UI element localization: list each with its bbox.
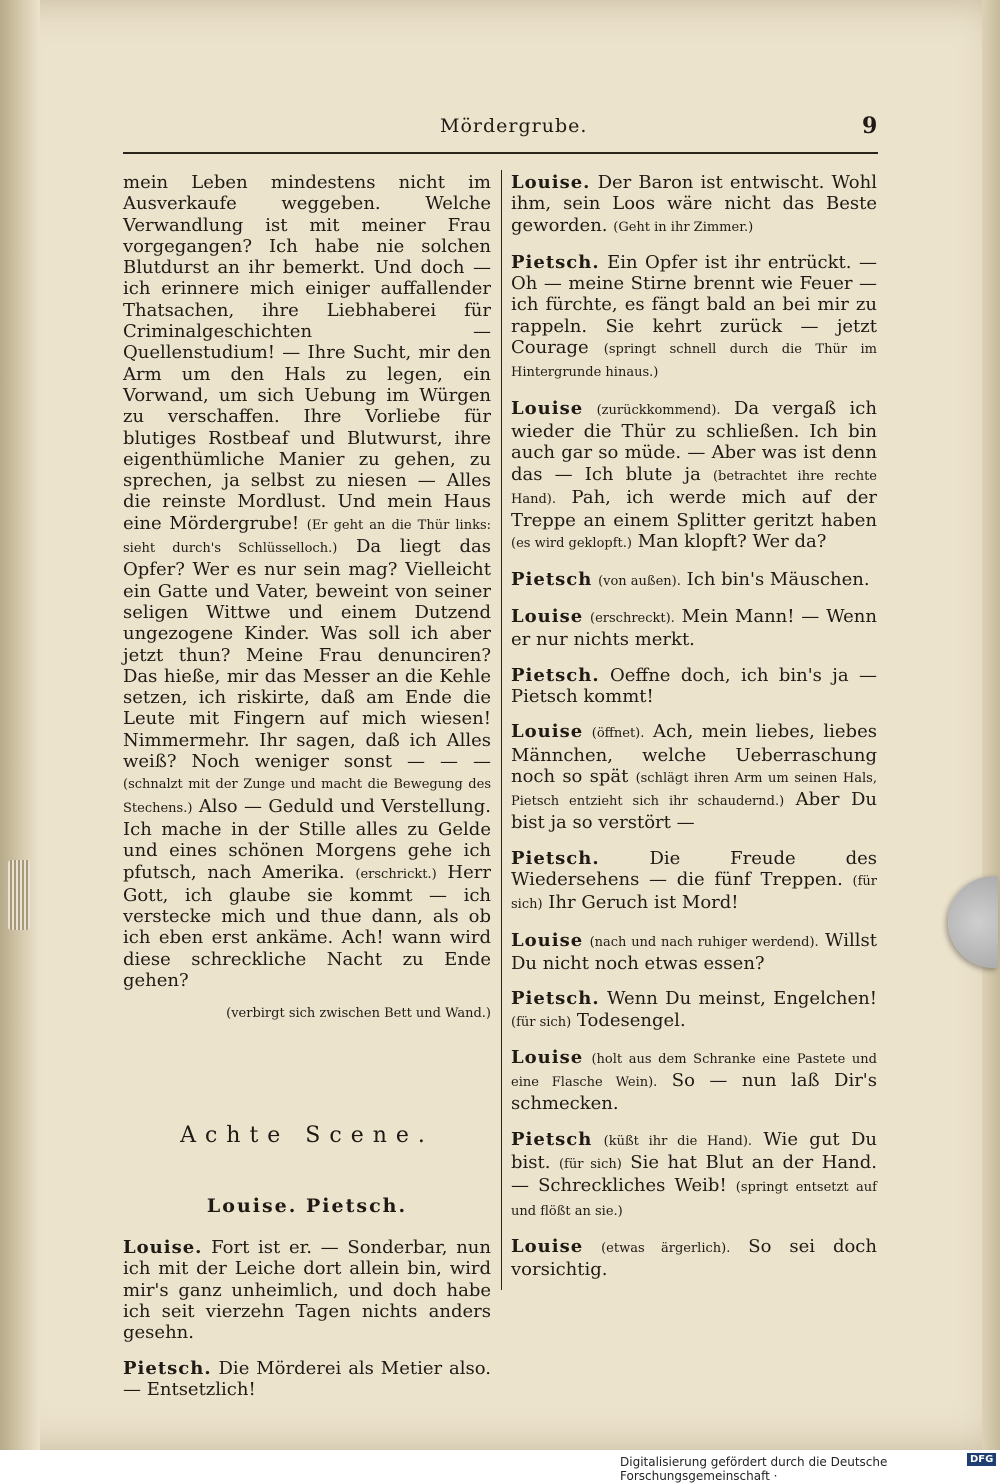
speech: Louise. Der Baron ist entwischt. Wohl ihm, sein Loos wäre nicht das Beste geworden. (Geht in ihr Zimmer.) [511, 172, 877, 236]
speech: Louise. Fort ist er. — Sonderbar, nun ich mit der Leiche dort allein bin, wird mir's ganz unheimlich, und doch habe ich seit vierzehn Tagen nichts anders gesehn. [123, 1237, 491, 1344]
stage-direction: (erschreckt). [590, 611, 675, 627]
speaker: Pietsch. [511, 251, 600, 273]
binding-thread [8, 860, 30, 930]
speech: Louise (holt aus dem Schranke eine Pastete und eine Flasche Wein). So — nun laß Dir's schmecken. [511, 1046, 877, 1115]
page-number: 9 [862, 113, 878, 139]
scene-title: Achte Scene. [180, 1122, 434, 1148]
dfg-logo: DFG [967, 1453, 996, 1466]
speaker: Louise. [123, 1237, 203, 1259]
speaker: Louise [511, 1235, 584, 1257]
page-binding [0, 0, 40, 1450]
speech: Pietsch. Die Freude des Wiedersehens — die fünf Treppen. (für sich) Ihr Geruch ist Mord! [511, 847, 877, 914]
continued-speech: mein Leben mindestens nicht im Ausverkaufe weggeben. Welche Verwandlung ist mit meiner Frau vorgegangen? Ich habe nie solchen Blutdurst an ihr bemerkt. Und doch — ich erinnere mich einiger auffallender Thatsachen, ihre Liebhaberei für Criminalgeschichten — Quellenstudium! — Ihre Sucht, mir den Arm um den Hals zu legen, ein Vorwand, um sich Uebung im Würgen zu verschaffen. Ihre Vorliebe für blutiges Rostbeaf und Blutwurst, ihre eigenthümliche Manier zu gehen, zu sprechen, ja selbst zu niesen — Alles die reinste Mordlust. Und mein Haus eine Mördergrube! (Er geht an die Thür links: sieht durch's Schlüsselloch.) Da liegt das Opfer? Wer es nur sein mag? Vielleicht ein Gatte und Vater, beweint von seiner seligen Wittwe und einem Dutzend ungezogene Kinder. Was soll ich aber jetzt thun? Meine Frau denunciren? Das hieße, mir das Messer an die Kehle setzen, ich riskirte, daß am Ende die Leute mit Fingern auf mich wiesen! Nimmermehr. Ihr sagen, daß ich Alles weiß? Noch weniger sonst — — — (schnalzt mit der Zunge und macht die Bewegung des Stechens.) Also — Geduld und Verstellung. Ich mache in der Stille alles zu Gelde und eines schönen Morgens gehe ich pfutsch, nach Amerika. (erschrickt.) Herr Gott, ich glaube sie kommt — ich verstecke mich und thue dann, als ob ich eben erst ankäme. Ach! wann wird diese schreckliche Nacht zu Ende gehen? [123, 172, 491, 991]
speech: Louise (etwas ärgerlich). So sei doch vorsichtig. [511, 1235, 877, 1281]
speech: Louise (zurückkommend). Da vergaß ich wieder die Thür zu schließen. Ich bin auch gar so müde. — Aber was ist denn das — Ich blute ja (betrachtet ihre rechte Hand). Pah, ich werde mich auf der Treppe an einem Splitter geritzt haben (es wird geklopft.) Man klopft? Wer da? [511, 397, 877, 553]
stage-direction: (zurückkommend). [596, 402, 721, 418]
stage-direction: (von außen). [598, 573, 681, 589]
speaker: Pietsch [511, 1128, 593, 1150]
stage-direction: (Geht in ihr Zimmer.) [613, 219, 754, 235]
stage-direction: (springt entsetzt auf und flößt an sie.) [511, 1180, 877, 1219]
speech: Pietsch. Die Mörderei als Metier also. — Entsetzlich! [123, 1357, 491, 1400]
speech: Pietsch. Ein Opfer ist ihr entrückt. — Oh — meine Stirne brennt wie Feuer — ich fürchte, es fängt bald an bei mir zu rappeln. Sie kehrt zurück — jetzt Courage (springt schnell durch die Thür im Hintergrunde hinaus.) [511, 251, 877, 381]
stage-direction: (springt schnell durch die Thür im Hintergrunde hinaus.) [511, 342, 877, 381]
speaker: Louise [511, 1046, 584, 1068]
stage-direction: (betrachtet ihre rechte Hand). [511, 468, 877, 507]
speech: Pietsch. Oeffne doch, ich bin's ja — Pietsch kommt! [511, 664, 877, 707]
speaker: Louise [511, 929, 584, 951]
exit-direction: (verbirgt sich zwischen Bett und Wand.) [226, 1006, 491, 1022]
stage-direction: (küßt ihr die Hand). [603, 1133, 753, 1149]
stage-direction: (es wird geklopft.) [511, 536, 632, 552]
stage-direction: (Er geht an die Thür links: sieht durch's Schlüsselloch.) [123, 517, 491, 557]
running-title: Mördergrube. [440, 115, 588, 137]
header-rule [123, 152, 878, 154]
stage-direction: (für sich) [511, 1014, 572, 1030]
stage-direction: (für sich) [511, 874, 877, 913]
stage-direction: (etwas ärgerlich). [601, 1240, 731, 1256]
speech: Louise (erschreckt). Mein Mann! — Wenn er nur nichts merkt. [511, 606, 877, 651]
speech: Louise (öffnet). Ach, mein liebes, liebes Männchen, welche Ueberraschung noch so spät (schlägt ihren Arm um seinen Hals, Pietsch entzieht sich ihr schaudernd.) Aber Du bist ja so verstört — [511, 721, 877, 834]
digitization-credit: Digitalisierung gefördert durch die Deutsche Forschungsgemeinschaft · [620, 1455, 888, 1483]
speech: Pietsch (von außen). Ich bin's Mäuschen. [511, 568, 870, 590]
speech: Louise (nach und nach ruhiger werdend). Willst Du nicht noch etwas essen? [511, 929, 877, 974]
speaker: Louise. [511, 172, 591, 193]
stage-direction: (öffnet). [591, 726, 645, 742]
right-column [511, 172, 877, 1294]
stage-direction: (schlägt ihren Arm um seinen Hals, Pietsch entzieht sich ihr schaudernd.) [511, 770, 877, 810]
speaker: Pietsch. [511, 847, 600, 869]
left-column [123, 172, 491, 1414]
speaker: Pietsch [511, 568, 593, 590]
page-edge [982, 0, 1000, 1450]
stage-direction: (erschrickt.) [355, 866, 437, 882]
stage-direction: (holt aus dem Schranke eine Pastete und eine Flasche Wein). [511, 1051, 877, 1091]
speech: Pietsch. Wenn Du meinst, Engelchen! (für sich) Todesengel. [511, 988, 877, 1031]
stage-direction: (schnalzt mit der Zunge und macht die Bewegung des Stechens.) [123, 777, 491, 816]
speaker: Louise [511, 397, 584, 419]
page-turn-tab[interactable] [948, 876, 998, 968]
column-divider [501, 170, 502, 1290]
cast-list: Louise. Pietsch. [206, 1194, 408, 1217]
speaker: Pietsch. [511, 664, 600, 686]
speaker: Pietsch. [123, 1357, 212, 1379]
speaker: Louise [511, 721, 584, 743]
speech: Pietsch (küßt ihr die Hand). Wie gut Du bist. (für sich) Sie hat Blut an der Hand. — Schreckliches Weib! (springt entsetzt auf und flößt an sie.) [511, 1128, 877, 1219]
stage-direction: (nach und nach ruhiger werdend). [589, 934, 819, 950]
speaker: Louise [511, 606, 584, 628]
stage-direction: (für sich) [558, 1156, 622, 1172]
speaker: Pietsch. [511, 988, 600, 1010]
